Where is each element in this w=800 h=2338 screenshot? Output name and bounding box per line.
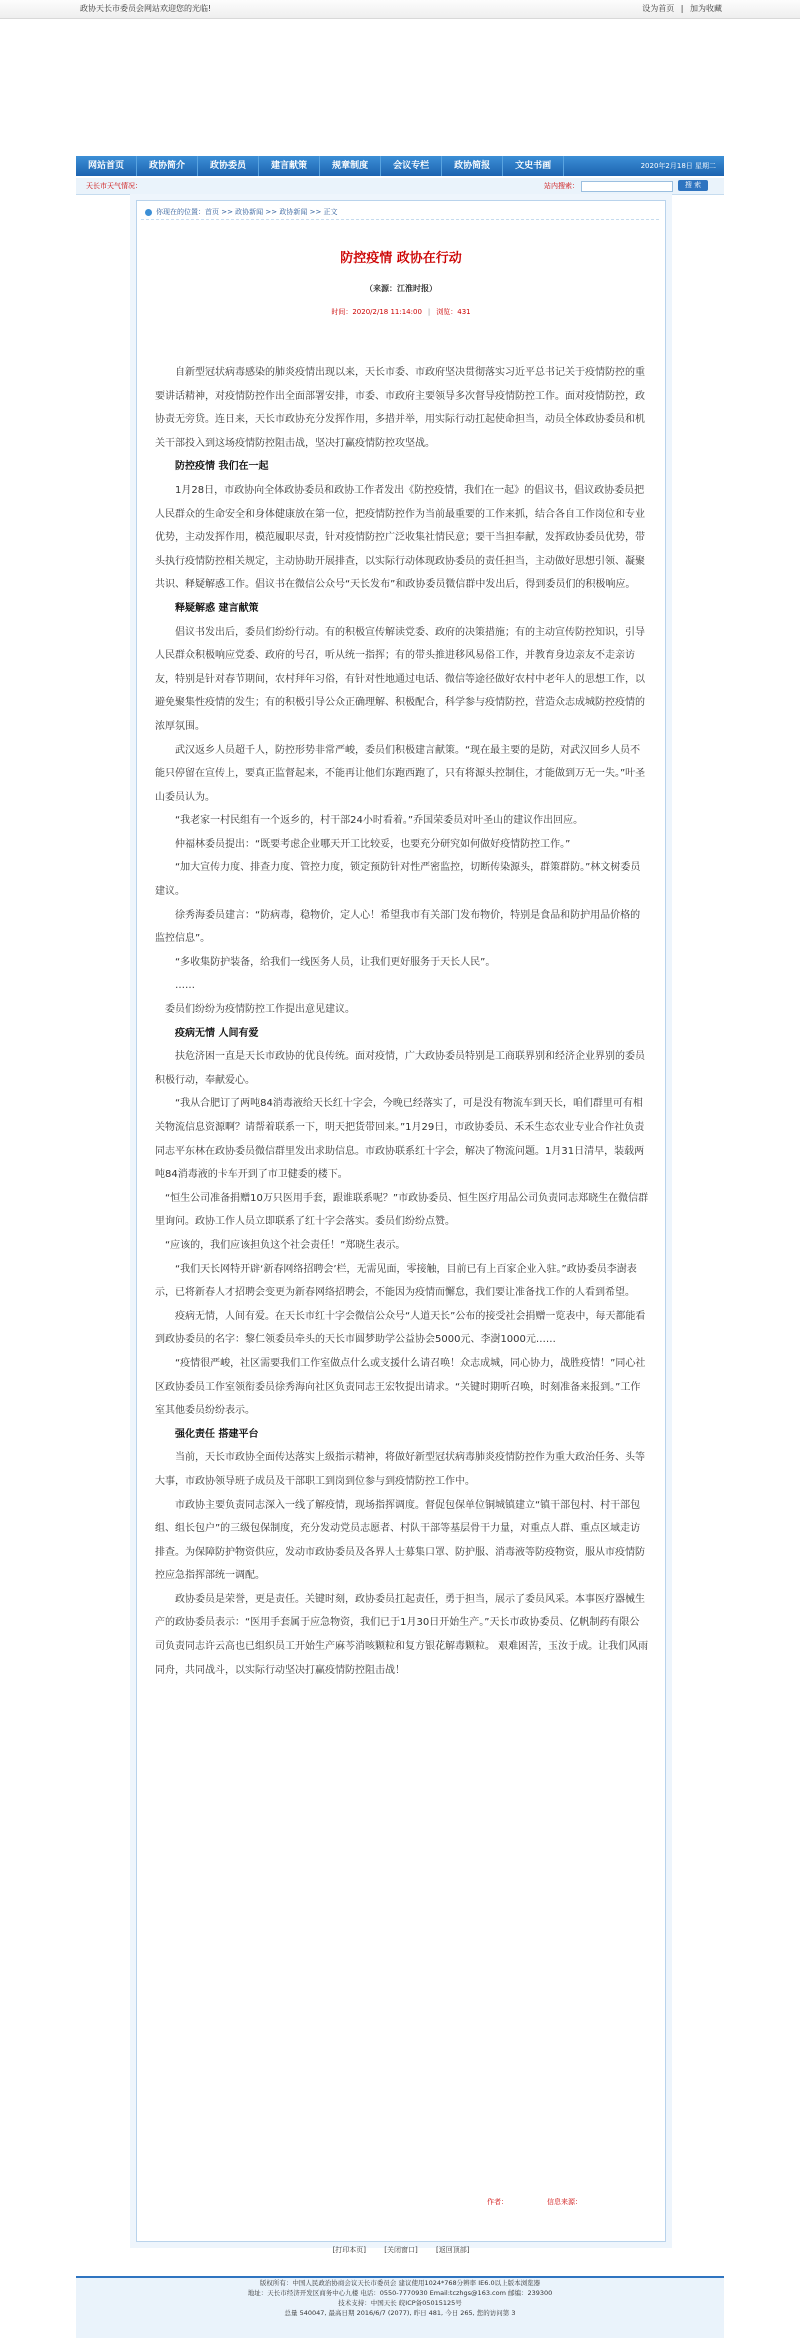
footer-copyright: 版权所有：中国人民政治协商会议天长市委员会 建议使用1024*768分辨率 IE6.0以上版本浏览器 xyxy=(259,2279,541,2287)
section-heading: 强化责任 搭建平台 xyxy=(175,1428,259,1440)
weather-label: 天长市天气情况： xyxy=(86,182,142,190)
welcome-text: 政协天长市委员会网站欢迎您的光临! xyxy=(80,4,212,13)
footer-visit-stats: 总量 540047, 最高日期 2016/6/7 (2077), 昨日 481, 今日 265, 您的访问第 3 xyxy=(284,2309,516,2317)
article-paragraph: “我老家一村民组有一个返乡的，村干部24小时看着。”乔国荣委员对叶圣山的建议作出回应。 xyxy=(175,815,584,827)
nav-meetings[interactable]: 会议专栏 xyxy=(381,156,442,176)
footer-address: 地址：天长市经济开发区商务中心九楼 电话：0550-7770930 Email:tczhgs@163.com 邮编：239300 xyxy=(247,2289,553,2297)
article-paragraph: “疫情很严峻，社区需要我们工作室做点什么或支援什么请召唤！众志成城，同心协力，战胜疫情！”同心社区政协委员工作室领衔委员徐秀海向社区负责同志王宏牧提出请求。“关键时期听召唤，时刻准备来报到。”工作室其他委员纷纷表示。 xyxy=(155,1357,646,1417)
nav-briefing[interactable]: 政协简报 xyxy=(442,156,503,176)
nav-intro[interactable]: 政协简介 xyxy=(137,156,198,176)
section-heading: 疫病无情 人间有爱 xyxy=(175,1027,259,1039)
article-paragraph: 仲福林委员提出：“既要考虑企业哪天开工比较妥，也要充分研究如何做好疫情防控工作。” xyxy=(175,838,571,850)
article-paragraph: 委员们纷纷为疫情防控工作提出意见建议。 xyxy=(165,1004,355,1016)
article-paragraph: 疫病无情，人间有爱。在天长市红十字会微信公众号“人道天长”公布的接受社会捐赠一览表中，每天都能看到政协委员的名字：黎仁领委员牵头的天长市圆梦助学公益协会5000元、李澍1000元…… xyxy=(155,1310,646,1346)
search-input[interactable] xyxy=(581,181,673,192)
article-container xyxy=(136,200,666,2254)
search-label: 站内搜索： xyxy=(544,182,579,190)
article-source: （来源：江淮时报） xyxy=(365,284,437,293)
article-author: 作者： xyxy=(487,2198,508,2206)
site-banner xyxy=(76,26,724,154)
add-favorite-link[interactable]: 加为收藏 xyxy=(690,4,722,13)
article-info-source: 信息来源： xyxy=(547,2198,582,2206)
back-to-top-link[interactable]: [返回顶部] xyxy=(435,2246,470,2254)
site-footer xyxy=(76,2276,724,2338)
nav-home[interactable]: 网站首页 xyxy=(76,156,137,176)
article-paragraph: 政协委员是荣誉，更是责任。关键时刻，政协委员扛起责任，勇于担当，展示了委员风采。本事医疗器械生产的政协委员表示：“医用手套属于应急物资，我们已于1月30日开始生产。”天长市政协委员、亿帆制药有限公司负责同志许云高也已组织员工开始生产麻芩消咳颗粒和复方银花解毒颗粒。 艰难困苦，玉汝于成。让我们风雨同舟，共同战斗，以实际行动坚决打赢疫情防控阻击战！ xyxy=(155,1593,649,1676)
set-homepage-link[interactable]: 设为首页 xyxy=(642,4,675,13)
article-paragraph: 扶危济困一直是天长市政协的优良传统。面对疫情，广大政协委员特别是工商联界别和经济企业界别的委员积极行动，奉献爱心。 xyxy=(155,1051,645,1086)
search-bar xyxy=(76,178,724,195)
breadcrumb-path[interactable]: 首页 >> 政协新闻 >> 政协新闻 >> 正文 xyxy=(205,208,338,216)
print-page-link[interactable]: [打印本页] xyxy=(332,2246,367,2254)
top-bar xyxy=(0,0,800,19)
article-paragraph: 徐秀海委员建言：“防病毒，稳物价，定人心！希望我市有关部门发布物价，特别是食品和防护用品价格的监控信息”。 xyxy=(155,909,641,945)
article-paragraph: “我从合肥订了两吨84消毒液给天长红十字会，今晚已经落实了，可是没有物流车到天长，咱们群里可有相关物流信息资源啊？请帮着联系一下，明天把货带回来。”1月29日，市政协委员、禾禾生态农业专业合作社负责同志平东林在政协委员微信群里发出求助信息。市政协联系红十字会，解决了物流问题。1月31日清早，装载两吨84消毒液的卡车开到了市卫健委的楼下。 xyxy=(155,1098,645,1181)
current-date: 2020年2月18日 星期二 xyxy=(640,162,716,170)
breadcrumb-prefix: 你现在的位置： xyxy=(156,208,205,216)
top-links: 设为首页 | 加为收藏 xyxy=(642,4,722,13)
article-paragraph: 自新型冠状病毒感染的肺炎疫情出现以来，天长市委、市政府坚决贯彻落实习近平总书记关于疫情防控的重要讲话精神，对疫情防控作出全面部署安排，市委、市政府主要领导多次督导疫情防控工作。面对疫情防控，政协责无旁贷。连日来，天长市政协充分发挥作用，多措并举，用实际行动扛起使命担当，动员全体政协委员和机关干部投入到这场疫情防控阻击战，坚决打赢疫情防控攻坚战。 xyxy=(155,367,645,449)
publish-time: 时间：2020/2/18 11:14:00 xyxy=(331,308,422,316)
breadcrumb xyxy=(141,205,659,220)
article-paragraph: 武汉返乡人员超千人，防控形势非常严峻，委员们积极建言献策。“现在最主要的是防，对武汉回乡人员不能只停留在宣传上，要真正监督起来，不能再让他们东跑西跑了，只有将源头控制住，才能做到万无一失。”叶圣山委员认为。 xyxy=(155,744,646,803)
section-heading: 防控疫情 我们在一起 xyxy=(175,461,269,473)
article-actions xyxy=(137,2245,665,2255)
article-paragraph: “应该的，我们应该担负这个社会责任！”郑晓生表示。 xyxy=(165,1239,406,1251)
footer-tech-support: 技术支持：中国天长 皖ICP备05015125号 xyxy=(338,2299,462,2307)
nav-suggestions[interactable]: 建言献策 xyxy=(259,156,320,176)
article-paragraph: 倡议书发出后，委员们纷纷行动。有的积极宣传解读党委、政府的决策措施；有的主动宣传防控知识，引导人民群众积极响应党委、政府的号召，听从统一指挥；有的带头推进移风易俗工作，并教育身边亲友不走亲访友，特别是针对春节期间，农村拜年习俗，有针对性地通过电话、微信等途径做好农村中老年人的思想工作，以避免聚集性疫情的发生；有的积极引导公众正确理解、积极配合，科学参与疫情防控，营造众志成城防控疫情的浓厚氛围。 xyxy=(155,626,645,732)
article-paragraph: “我们天长网特开辟‘新春网络招聘会’栏，无需见面，零接触，目前已有上百家企业入驻。”政协委员李澍表示，已将新春人才招聘会变更为新春网络招聘会，不能因为疫情而懈怠，我们要让准备找工作的人看到希望。 xyxy=(155,1263,637,1299)
section-heading: 释疑解惑 建言献策 xyxy=(175,602,259,614)
close-window-link[interactable]: [关闭窗口] xyxy=(384,2246,418,2254)
article-paragraph: 当前，天长市政协全面传达落实上级指示精神，将做好新型冠状病毒肺炎疫情防控作为重大政治任务、头等大事，市政协领导班子成员及干部职工到岗到位参与到疫情防控工作中。 xyxy=(155,1452,645,1487)
article-title: 防控疫情 政协在行动 xyxy=(340,251,462,266)
nav-members[interactable]: 政协委员 xyxy=(198,156,259,176)
search-button[interactable]: 搜 索 xyxy=(678,180,708,191)
article-paragraph: …… xyxy=(175,980,195,992)
article-paragraph: 市政协主要负责同志深入一线了解疫情，现场指挥调度。督促包保单位铜城镇建立“镇干部包村、村干部包组、组长包户”的三级包保制度，充分发动党员志愿者、村队干部等基层骨干力量，对重点人群、重点区域走访排查。为保障防护物资供应，发动市政协委员及各界人士募集口罩、防护服、消毒液等防疫物资，服从市疫情防控应急指挥部统一调配。 xyxy=(155,1499,645,1582)
nav-rules[interactable]: 规章制度 xyxy=(320,156,381,176)
article-meta: 时间：2020/2/18 11:14:00 | 浏览：431 xyxy=(331,308,471,316)
home-icon xyxy=(145,209,152,216)
nav-culture[interactable]: 文史书画 xyxy=(503,156,564,176)
article-paragraph: “恒生公司准备捐赠10万只医用手套，跟谁联系呢？”市政协委员、恒生医疗用品公司负责同志郑晓生在微信群里询问。政协工作人员立即联系了红十字会落实。委员们纷纷点赞。 xyxy=(155,1192,649,1228)
article-body xyxy=(155,361,649,1682)
main-nav xyxy=(76,156,724,176)
article-paragraph: “加大宣传力度、排查力度、管控力度，锁定预防针对性严密监控，切断传染源头，群策群防。”林文树委员建议。 xyxy=(155,862,641,898)
article-paragraph: “多收集防护装备，给我们一线医务人员，让我们更好服务于天长人民”。 xyxy=(175,956,496,968)
article-paragraph: 1月28日，市政协向全体政协委员和政协工作者发出《防控疫情，我们在一起》的倡议书，倡议政协委员把人民群众的生命安全和身体健康放在第一位，把疫情防控作为当前最重要的工作来抓，结合各自工作岗位和专业优势，主动发挥作用，模范履职尽责，针对疫情防控广泛收集社情民意；要干当担奉献，发挥政协委员优势，带头执行疫情防控相关规定，主动协助开展排查，以实际行动体现政协委员的责任担当，主动做好思想引领、凝聚共识、释疑解惑工作。倡议书在微信公众号“天长发布”和政协委员微信群中发出后，得到委员们的积极响应。 xyxy=(155,484,645,591)
view-count: 浏览：431 xyxy=(436,308,471,316)
